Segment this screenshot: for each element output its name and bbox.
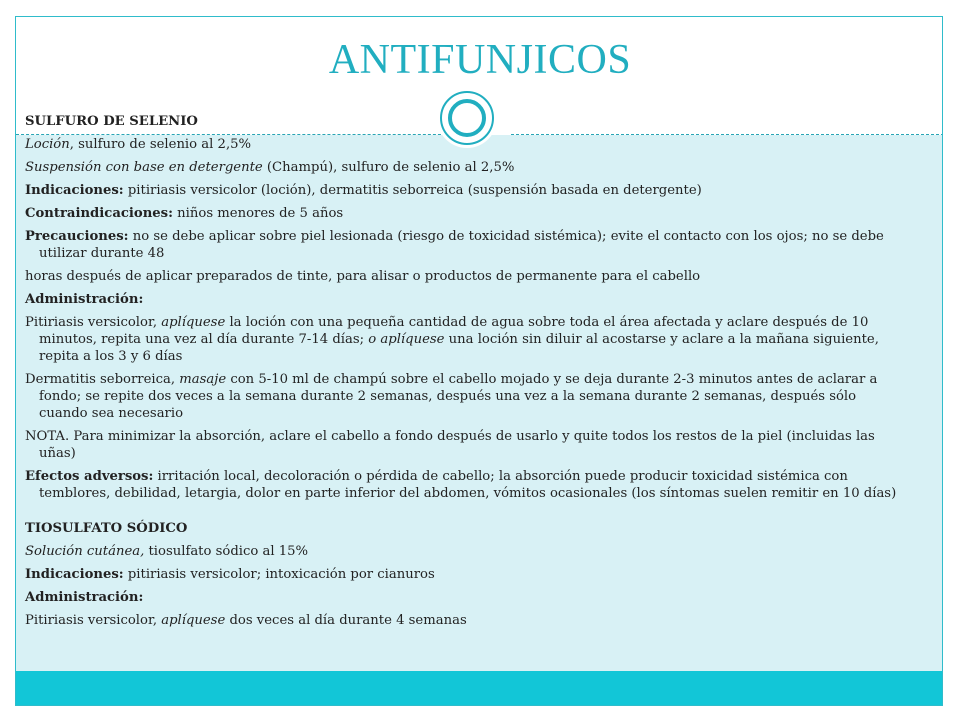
contraindicaciones-text: niños menores de 5 años <box>172 206 344 221</box>
dermatitis-line <box>25 371 905 422</box>
pitiriasis-text-b: aplíquese <box>161 315 226 330</box>
efectos-label: Efectos adversos: <box>25 469 154 484</box>
pitiriasis-text-a: Pitiriasis versicolor, <box>25 315 162 330</box>
pitiriasis-text-b: aplíquese <box>161 613 226 628</box>
precauciones-label: Precauciones: <box>25 229 129 244</box>
contraindicaciones-line <box>25 205 905 222</box>
administracion-label: Administración: <box>25 292 144 307</box>
efectos-line <box>25 468 905 502</box>
heading-text: TIOSULFATO SÓDICO <box>25 521 188 536</box>
pitiriasis-text-a: Pitiriasis versicolor, <box>25 613 162 628</box>
indicaciones-line-tiosulfato <box>25 566 905 583</box>
indicaciones-line <box>25 182 905 199</box>
precauciones-continuation: horas después de aplicar preparados de tinte, para alisar o productos de permanente para el cabello <box>25 269 701 284</box>
dermatitis-text-b: masaje <box>179 372 227 387</box>
suspension-label: Suspensión con base en detergente <box>25 160 263 175</box>
pitiriasis-text-d: o aplíquese <box>368 332 445 347</box>
pitiriasis-line <box>25 314 905 365</box>
document-body <box>25 113 905 635</box>
section-heading-selenio <box>25 113 905 130</box>
pitiriasis-text-c: la loción con una pequeña cantidad de agua sobre toda el área afectada y aclare después de 10 minutos, repita una vez al día durante 7-14 días; <box>39 315 869 347</box>
administracion-label: Administración: <box>25 590 144 605</box>
locion-line <box>25 136 905 153</box>
pitiriasis-text-e: una loción sin diluir al acostarse y aclare a la mañana siguiente, repita a los 3 y 6 días <box>39 332 879 364</box>
locion-label: Loción <box>25 137 70 152</box>
locion-text: , sulfuro de selenio al 2,5% <box>69 137 252 152</box>
suspension-text: (Champú), sulfuro de selenio al 2,5% <box>262 160 515 175</box>
pitiriasis-line-tiosulfato <box>25 612 905 629</box>
efectos-text: irritación local, decoloración o pérdida de cabello; la absorción puede producir toxicidad sistémica con temblores, debilidad, letargia, dolor en parte inferior del abdomen, vómitos ocasionales (los síntomas suelen remitir en 10 días) <box>39 469 897 501</box>
suspension-line <box>25 159 905 176</box>
solucion-label: Solución cutánea, <box>25 544 145 559</box>
dermatitis-text-a: Dermatitis seborreica, <box>25 372 180 387</box>
indicaciones-label: Indicaciones: <box>25 183 124 198</box>
solucion-text: tiosulfato sódico al 15% <box>144 544 309 559</box>
precauciones-line <box>25 228 905 262</box>
precauciones-text: no se debe aplicar sobre piel lesionada (riesgo de toxicidad sistémica); evite el contacto con los ojos; no se debe utilizar durante 48 <box>39 229 884 261</box>
indicaciones-text: pitiriasis versicolor (loción), dermatitis seborreica (suspensión basada en detergente) <box>123 183 702 198</box>
page-title: ANTIFUNJICOS <box>328 37 632 83</box>
dermatitis-text-c: con 5-10 ml de champú sobre el cabello mojado y se deja durante 2-3 minutos antes de aclarar a fondo; se repite dos veces a la semana durante 2 semanas, después una vez a la semana durante 2 semanas, después sólo cuando sea necesario <box>39 372 878 421</box>
contraindicaciones-label: Contraindicaciones: <box>25 206 173 221</box>
administracion-line-tiosulfato <box>25 589 905 606</box>
section-heading-tiosulfato <box>25 520 905 537</box>
heading-text: SULFURO DE SELENIO <box>25 114 198 129</box>
administracion-line <box>25 291 905 308</box>
nota-line: NOTA. Para minimizar la absorción, aclare el cabello a fondo después de usarlo y quite todos los restos de la piel (incluidas las uñas) <box>25 429 875 461</box>
pitiriasis-text-c: dos veces al día durante 4 semanas <box>225 613 467 628</box>
indicaciones-label: Indicaciones: <box>25 567 124 582</box>
solucion-line <box>25 543 905 560</box>
bottom-accent-band <box>16 671 942 705</box>
indicaciones-text: pitiriasis versicolor; intoxicación por cianuros <box>123 567 435 582</box>
